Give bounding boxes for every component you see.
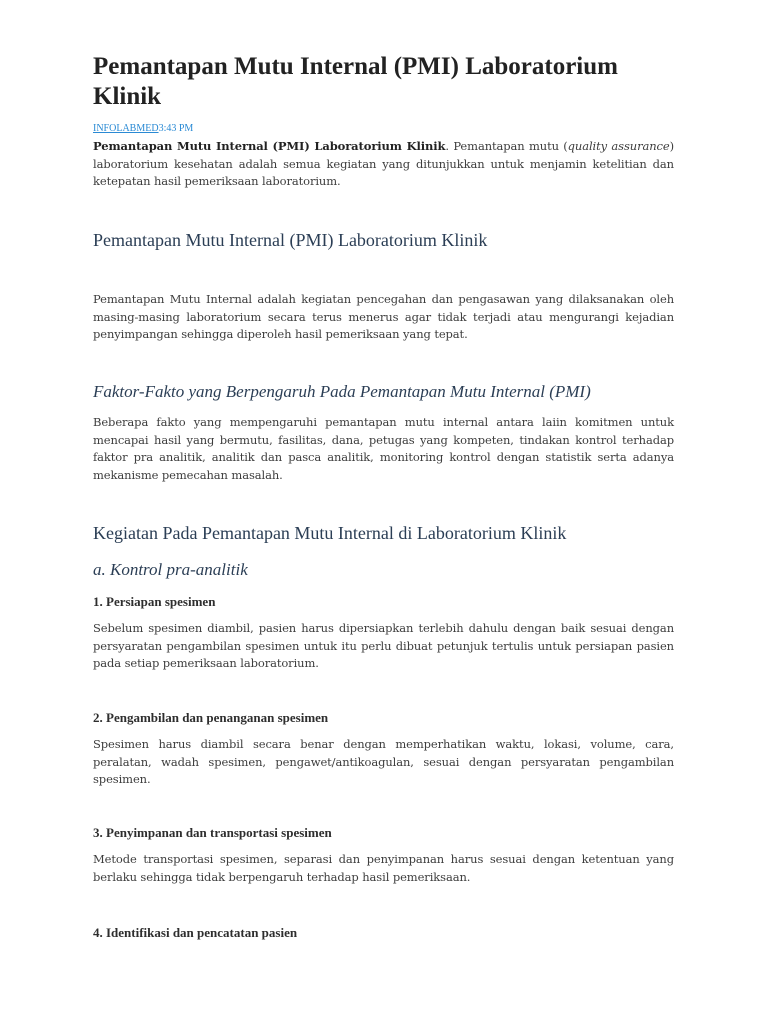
item-title-persiapan: 1. Persiapan spesimen — [93, 594, 216, 609]
item-text-penyimpanan: Metode transportasi spesimen, separasi dan penyimpanan harus sesuai dengan ketentuan yang berlaku sehingga tidak berpengaruh terhadap hasil pemeriksaan. — [93, 852, 674, 884]
item-text-pengambilan: Spesimen harus diambil secara benar dengan memperhatikan waktu, lokasi, volume, cara, peralatan, wadah spesimen, pengawet/antikoagulan, sesuai dengan persyaratan pengambilan spesimen. — [93, 737, 674, 786]
item-title-identifikasi: 4. Identifikasi dan pencatatan pasien — [93, 925, 298, 940]
article-title: Pemantapan Mutu Internal (PMI) Laboratorium Klinik — [93, 53, 618, 110]
section-faktor-paragraph: Beberapa fakto yang mempengaruhi pemantapan mutu internal antara laiin komitmen untuk mencapai hasil yang bermutu, fasilitas, dana, petugas yang kompeten, tindakan kontrol terhadap faktor pra analitik, analitik dan pasca analitik, monitoring kontrol dengan statistik serta adanya mekanisme pemecahan masalah. — [93, 415, 674, 482]
section-pmi-paragraph: Pemantapan Mutu Internal adalah kegiatan pencegahan dan pengasawan yang dilaksanakan oleh masing-masing laboratorium secara terus menerus agar tidak terjadi atau mengurangi kejadian penyimpangan sehingga diperoleh hasil pemeriksaan yang tepat. — [93, 292, 674, 341]
intro-text-2: ) laboratorium kesehatan adalah semua kegiatan yang ditunjukkan untuk menjamin ketelitian dan ketepatan hasil pemeriksaan laboratorium. — [93, 139, 674, 188]
section-heading-faktor: Faktor-Fakto yang Berpengaruh Pada Pemantapan Mutu Internal (PMI) — [93, 382, 591, 401]
intro-bold-term: Pemantapan Mutu Internal (PMI) Laboratorium Klinik — [93, 139, 446, 153]
item-text-persiapan: Sebelum spesimen diambil, pasien harus dipersiapkan terlebih dahulu dengan baik sesuai dengan persyaratan pengambilan spesimen untuk itu perlu dibuat petunjuk tertulis untuk persiapan pasien pada setiap pemeriksaan laboratorium. — [93, 621, 674, 670]
item-title-penyimpanan: 3. Penyimpanan dan transportasi spesimen — [93, 825, 332, 840]
post-meta — [93, 123, 193, 135]
intro-italic-term: quality assurance — [567, 139, 670, 153]
author-link[interactable]: INFOLABMED — [93, 123, 159, 134]
post-time: 3:43 PM — [158, 123, 194, 134]
subheading-pra-analitik: a. Kontrol pra-analitik — [93, 560, 248, 579]
section-heading-pmi: Pemantapan Mutu Internal (PMI) Laboratorium Klinik — [93, 230, 488, 250]
section-heading-kegiatan: Kegiatan Pada Pemantapan Mutu Internal di Laboratorium Klinik — [93, 523, 567, 543]
intro-text-1: . Pemantapan mutu ( — [445, 139, 568, 153]
intro-paragraph — [93, 138, 674, 191]
item-title-pengambilan: 2. Pengambilan dan penanganan spesimen — [93, 710, 329, 725]
